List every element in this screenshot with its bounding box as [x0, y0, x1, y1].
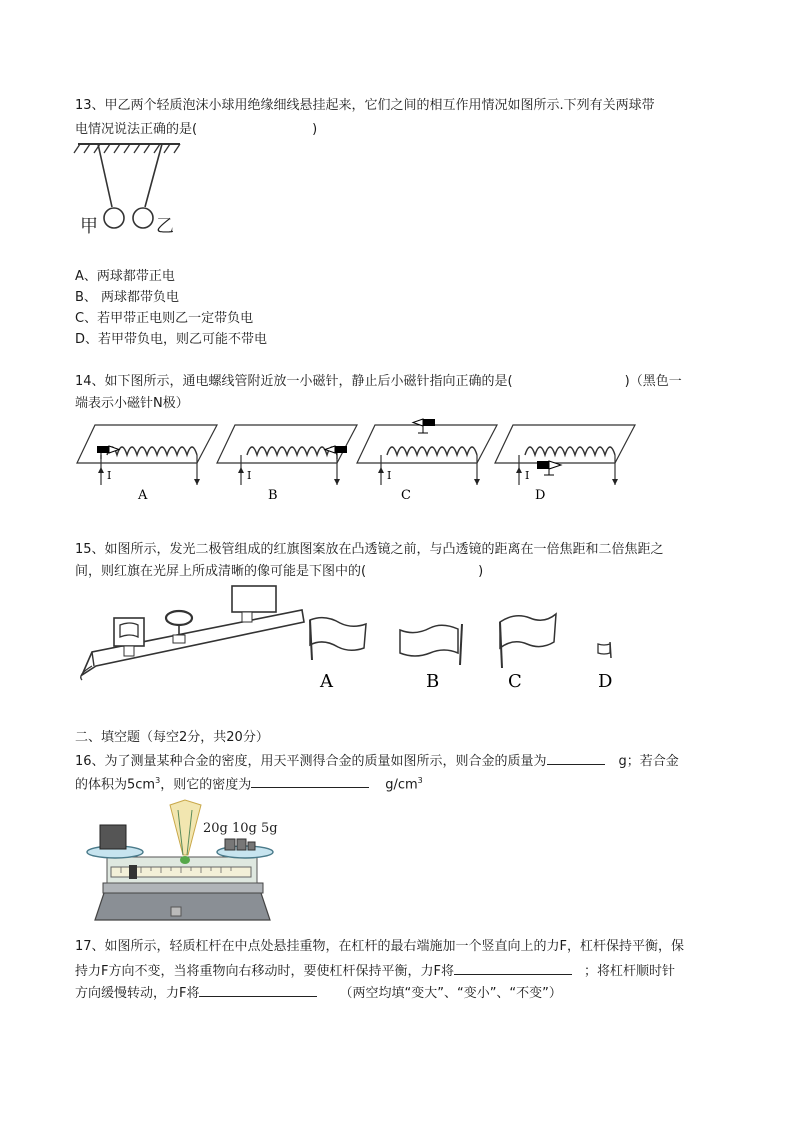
q15-options-figure	[300, 610, 630, 690]
current-label-c: I	[387, 469, 392, 482]
q13-figure	[70, 140, 190, 245]
q14-label-a: A	[138, 488, 148, 503]
q14-label-d: D	[535, 488, 546, 503]
q16-density-unit: g/cm	[385, 777, 418, 793]
q17-hint: （两空均填“变大”、“变小”、“不变”）	[339, 986, 562, 1001]
q17-blank-1[interactable]	[454, 960, 572, 975]
current-label-b: I	[247, 469, 252, 482]
q15-stem: 间，则红旗在光屏上所成清晰的像可能是下图中的(	[75, 564, 367, 579]
q16-mass-unit: g；若合金	[618, 754, 679, 769]
q13-option-a: A、两球都带正电	[75, 269, 175, 284]
q15-flag-d	[598, 642, 611, 658]
q17-stem-b: ；将杠杆顺时针	[583, 964, 675, 979]
q15-label-a: A	[320, 671, 333, 692]
q15-label-d: D	[598, 671, 613, 692]
q13-option-b: B、 两球都带负电	[75, 290, 180, 305]
label-yi: 乙	[156, 216, 174, 237]
q15-label-c: C	[508, 671, 522, 692]
q14-stem: 14、如下图所示，通电螺线管附近放一小磁针，静止后小磁针指向正确的是(	[75, 374, 513, 389]
solenoid-d	[495, 425, 635, 485]
ball-yi	[133, 208, 153, 228]
q15-line1: 15、如图所示，发光二极管组成的红旗图案放在凸透镜之前，与凸透镜的距离在一倍焦距和二倍焦距之	[75, 542, 664, 557]
solenoid-c	[357, 419, 497, 485]
q16-volume-text: 的体积为5cm	[75, 777, 156, 793]
q16-density-text: ，则它的密度为	[160, 777, 252, 793]
weights-label: 20g 10g 5g	[203, 821, 278, 836]
solenoid-a	[77, 425, 217, 485]
q13-option-d: D、若甲带负电，则乙可能不带电	[75, 332, 268, 347]
q14-label-c: C	[401, 488, 411, 503]
q16-balance-figure	[75, 795, 290, 930]
q14-figure	[75, 415, 635, 510]
q14-label-b: B	[268, 488, 278, 503]
q16-blank-mass[interactable]	[547, 750, 605, 765]
q15-flag-b	[400, 624, 462, 665]
q17-blank-2[interactable]	[199, 982, 317, 997]
alloy-block	[100, 825, 126, 849]
q15-paren: )	[478, 564, 484, 579]
q16-stem: 16、为了测量某种合金的密度，用天平测得合金的质量如图所示，则合金的质量为	[75, 754, 547, 769]
q16-blank-density[interactable]	[251, 773, 369, 788]
q13-option-c: C、若甲带正电则乙一定带负电	[75, 311, 254, 326]
q14-line2: 端表示小磁针N极）	[75, 396, 189, 411]
q13-line1: 13、甲乙两个轻质泡沫小球用绝缘细线悬挂起来，它们之间的相互作用情况如图所示.下列有关两球带	[75, 98, 655, 113]
q17-line3	[75, 982, 562, 1003]
q15-label-b: B	[426, 671, 440, 692]
solenoid-b	[217, 425, 357, 485]
current-label-d: I	[525, 469, 530, 482]
q16-line2: 的体积为$5cm^3$，则它的密度为 $g/cm^3$	[75, 772, 423, 794]
q14-line1	[75, 373, 682, 391]
q13-paren: )	[312, 122, 318, 137]
q13-stem: 电情况说法正确的是(	[75, 122, 198, 137]
q13-line2	[75, 121, 317, 139]
current-label-a: I	[107, 469, 112, 482]
q14-note: )（黑色一	[624, 374, 682, 389]
q17-line1: 17、如图所示，轻质杠杆在中点处悬挂重物，在杠杆的最右端施加一个竖直向上的力F，杠杆保持平衡，保	[75, 939, 685, 954]
section-heading: 二、填空题（每空2分，共20分）	[75, 730, 269, 745]
q15-line2	[75, 563, 483, 581]
q17-line2	[75, 960, 675, 981]
q15-optical-bench	[72, 580, 312, 690]
q15-flag-a	[310, 618, 366, 660]
label-jia: 甲	[80, 216, 98, 237]
ball-jia	[104, 208, 124, 228]
q17-stem-c: 方向缓慢转动，力F将	[75, 986, 200, 1001]
q17-stem-a: 持力F方向不变，当将重物向右移动时，要使杠杆保持平衡，力F将	[75, 964, 454, 979]
q16-line1	[75, 750, 679, 771]
q15-flag-c	[500, 614, 556, 668]
